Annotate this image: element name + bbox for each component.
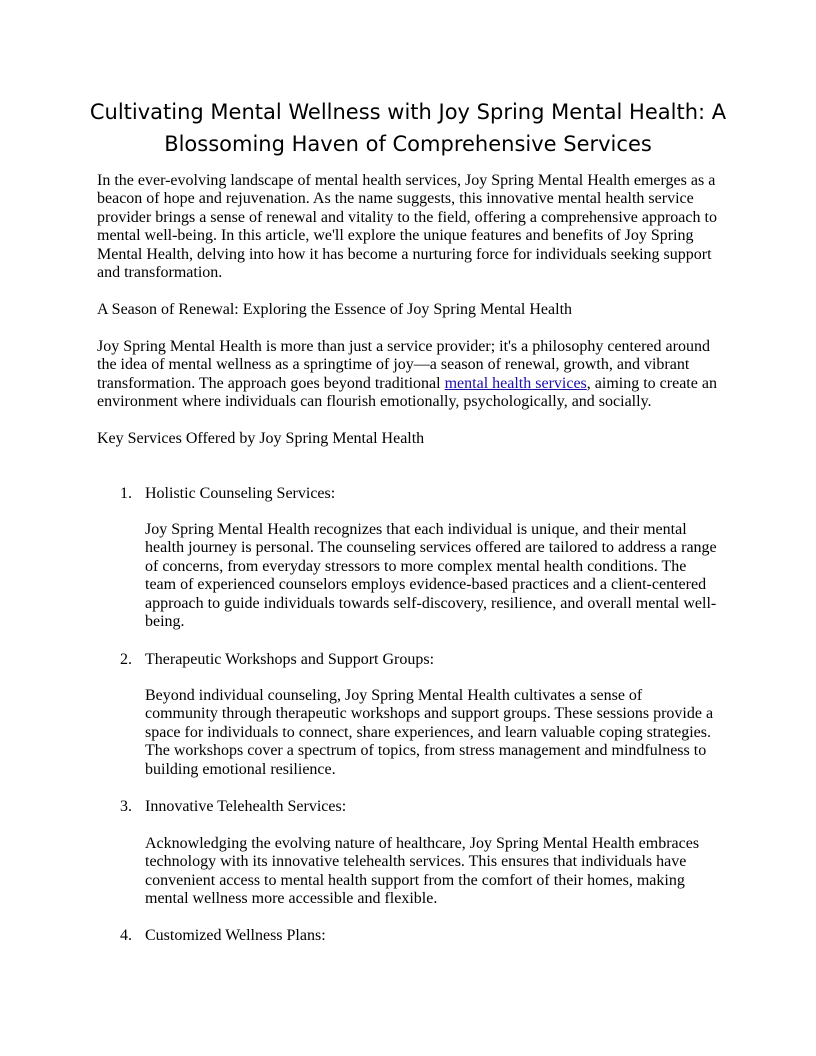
service-heading: Innovative Telehealth Services:: [145, 798, 347, 815]
service-description: Beyond individual counseling, Joy Spring Mental Health cultivates a sense of community through therapeutic workshops and support groups. These sessions provide a space for individuals to connect, share experiences, and learn valuable coping strategies. The workshops cover a spectrum of topics, from stress management and mindfulness to building emotional resilience.: [145, 687, 714, 778]
section-subheading-services: Key Services Offered by Joy Spring Mental Health: [97, 430, 425, 447]
service-description: Acknowledging the evolving nature of healthcare, Joy Spring Mental Health embraces technology with its innovative telehealth services. This ensures that individuals have convenient access to mental health support from the comfort of their homes, making mental wellness more accessible and flexible.: [145, 835, 700, 908]
list-number: 4.: [120, 927, 132, 944]
service-heading: Therapeutic Workshops and Support Groups:: [145, 651, 435, 668]
mental-health-services-link[interactable]: mental health services: [444, 374, 587, 392]
list-number: 2.: [120, 651, 132, 668]
philosophy-text-end: , aiming to create an environment where individuals can flourish emotionally, psychologically, and socially.: [97, 374, 717, 411]
service-description: Joy Spring Mental Health recognizes that each individual is unique, and their mental health journey is personal. The counseling services offered are tailored to address a range of concerns, from everyday stressors to more complex mental health conditions. The team of experienced counselors employs evidence-based practices and a client-centered approach to guide individuals towards self-discovery, resilience, and overall mental well-being.: [145, 521, 717, 631]
intro-paragraph: In the ever-evolving landscape of mental health services, Joy Spring Mental Health emerges as a beacon of hope and rejuvenation. As the name suggests, this innovative mental health service provider brings a sense of renewal and vitality to the field, offering a comprehensive approach to mental well-being. In this article, we'll explore the unique features and benefits of Joy Spring Mental Health, delving into how it has become a nurturing force for individuals seeking support and transformation.: [97, 172, 717, 282]
service-heading: Holistic Counseling Services:: [145, 485, 336, 502]
philosophy-text-start: Joy Spring Mental Health is more than just a service provider; it's a philosophy centered around the idea of mental wellness as a springtime of joy—a season of renewal, growth, and vibrant transformation. The approach goes beyond traditional: [97, 338, 710, 392]
service-heading: Customized Wellness Plans:: [145, 927, 326, 944]
list-number: 3.: [120, 798, 132, 815]
list-number: 1.: [120, 485, 132, 502]
section-subheading-renewal: A Season of Renewal: Exploring the Essence of Joy Spring Mental Health: [97, 301, 573, 318]
philosophy-paragraph: [97, 338, 719, 412]
document-title: Cultivating Mental Wellness with Joy Spring Mental Health: A Blossoming Haven of Comprehensive Services: [89, 100, 727, 156]
